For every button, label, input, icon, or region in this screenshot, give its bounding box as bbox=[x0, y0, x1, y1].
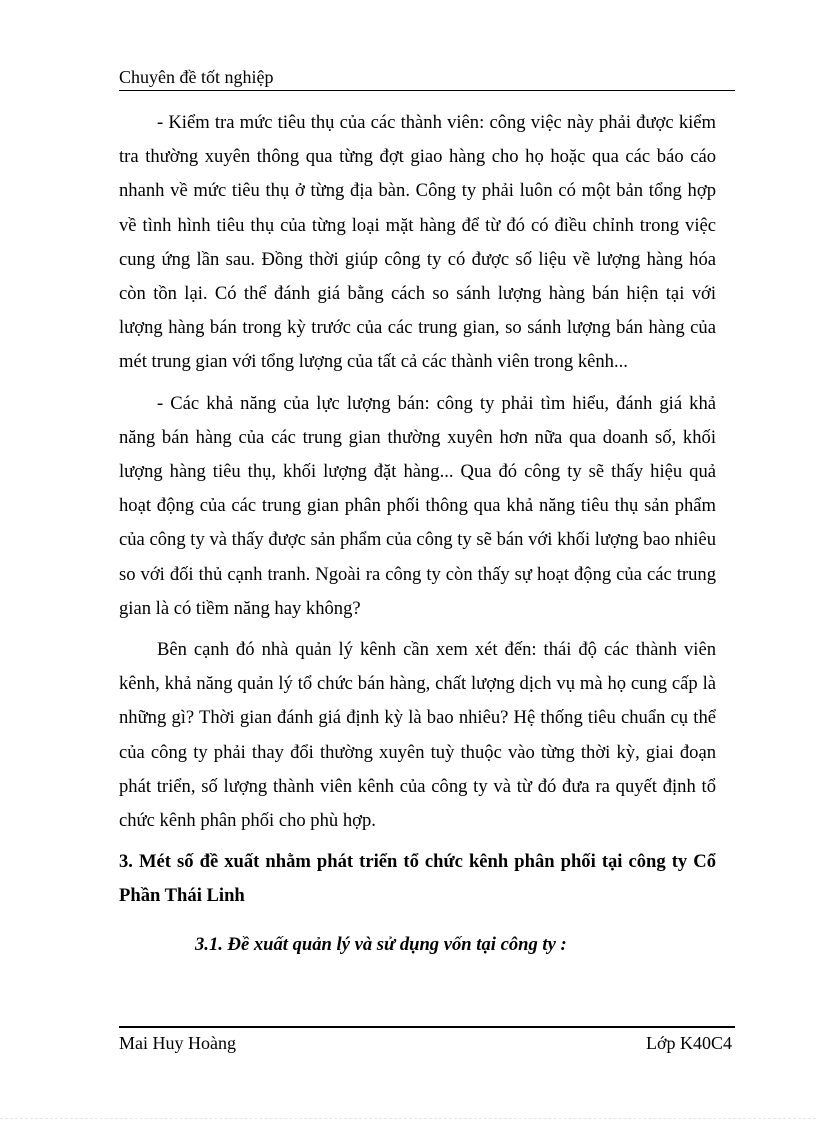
page-edge bbox=[0, 1118, 816, 1119]
subsection-heading: 3.1. Đề xuất quản lý và sử dụng vốn tại công ty : bbox=[195, 933, 567, 955]
running-header: Chuyên đề tốt nghiệp bbox=[119, 67, 274, 87]
document-body bbox=[119, 106, 716, 962]
section-heading: 3. Mét số đề xuất nhằm phát triển tổ chức kênh phân phối tại công ty Cổ Phần Thái Linh bbox=[119, 851, 716, 907]
header-divider bbox=[119, 90, 735, 91]
paragraph-sales-capacity: - Các khả năng của lực lượng bán: công ty phải tìm hiểu, đánh giá khả năng bán hàng của các trung gian thường xuyên hơn nữa qua doanh số, khối lượng hàng tiêu thụ, khối lượng đặt hàng... Qua đó công ty sẽ thấy hiệu quả hoạt động của các trung gian phân phối thông qua khả năng tiêu thụ sản phẩm của công ty và thấy được sản phẩm của công ty sẽ bán với khối lượng bao nhiêu so với đối thủ cạnh tranh. Ngoài ra công ty còn thấy sự hoạt động của các trung gian là có tiềm năng hay không? bbox=[119, 392, 716, 619]
paragraph-consumption-check: - Kiểm tra mức tiêu thụ của các thành viên: công việc này phải được kiểm tra thường xuyên thông qua từng đợt giao hàng cho họ hoặc qua các báo cáo nhanh về mức tiêu thụ ở từng địa bàn. Công ty phải luôn có một bản tổng hợp về tình hình tiêu thụ của từng loại mặt hàng để từ đó có điều chỉnh trong việc cung ứng lần sau. Đồng thời giúp công ty có được số liệu về lượng hàng hóa còn tồn lại. Có thể đánh giá bằng cách so sánh lượng hàng bán hiện tại với lượng hàng bán trong kỳ trước của các trung gian, so sánh lượng bán hàng của mét trung gian với tổng lượng của tất cả các thành viên trong kênh... bbox=[119, 112, 716, 373]
footer-class: Lớp K40C4 bbox=[645, 1033, 732, 1053]
paragraph-channel-review: Bên cạnh đó nhà quản lý kênh cần xem xét đến: thái độ các thành viên kênh, khả năng quản lý tổ chức bán hàng, chất lượng dịch vụ mà họ cung cấp là những gì? Thời gian đánh giá định kỳ là bao nhiêu? Hệ thống tiêu chuẩn cụ thể của công ty phải thay đổi thường xuyên tuỳ thuộc vào từng thời kỳ, giai đoạn phát triển, số lượng thành viên kênh của công ty và từ đó đưa ra quyết định tổ chức kênh phân phối cho phù hợp. bbox=[119, 639, 716, 832]
footer-divider bbox=[119, 1026, 735, 1028]
footer-author: Mai Huy Hoàng bbox=[119, 1033, 236, 1053]
